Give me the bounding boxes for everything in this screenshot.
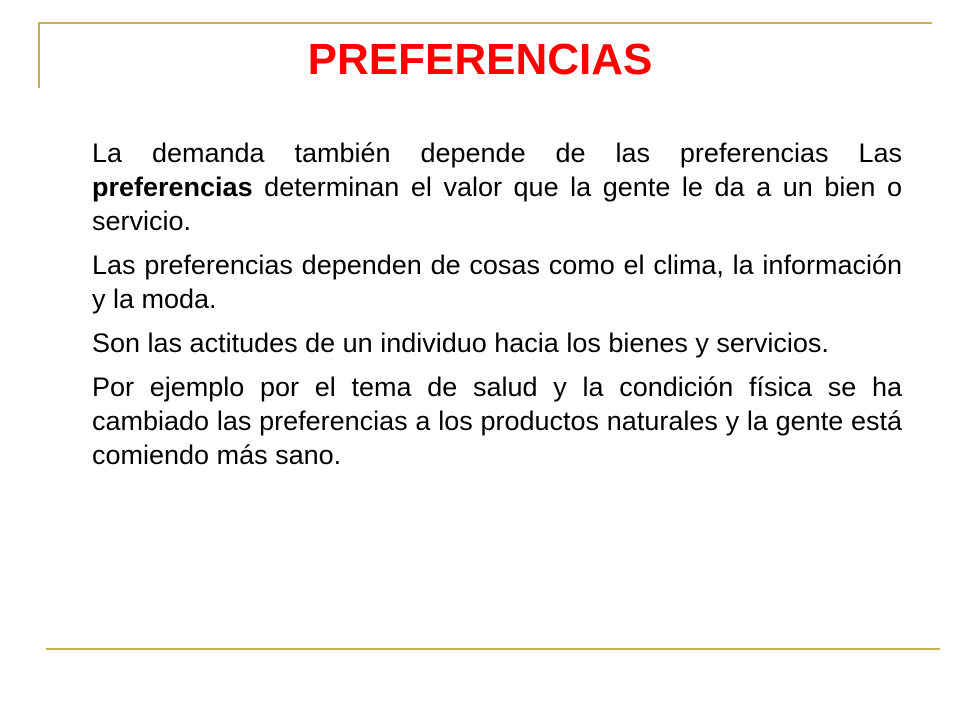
slide-title: PREFERENCIAS [307,35,653,84]
paragraph-1 [92,136,902,238]
top-rule [38,22,932,24]
paragraph-1-line-1: La demanda también depende de las preferencias [92,138,829,168]
paragraph-1-pre: Las [858,138,902,168]
paragraph-1-post: determinan el valor que la gente le da a un bien o servicio. [92,172,902,236]
preferencias-bold-term: preferencias [92,172,253,202]
paragraph-2: Las preferencias dependen de cosas como el clima, la información y la moda. [92,250,902,314]
paragraph-3: Son las actitudes de un individuo hacia los bienes y servicios. [92,328,829,358]
bottom-rule [46,648,940,650]
slide-body [92,136,902,482]
paragraph-4: Por ejemplo por el tema de salud y la condición física se ha cambiado las preferencias a los productos naturales y la gente está comiendo más sano. [92,372,902,470]
